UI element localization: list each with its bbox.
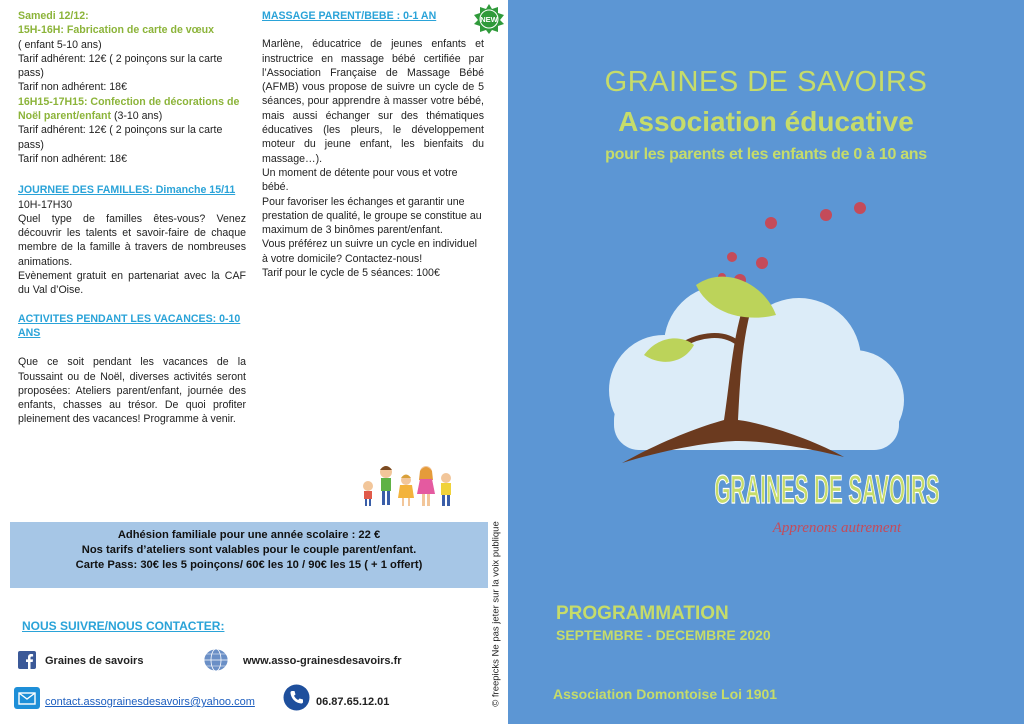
cover-tagline: pour les parents et les enfants de 0 à 10 ans <box>605 146 927 163</box>
event-date: Samedi 12/12: <box>18 10 89 22</box>
programme-heading: PROGRAMMATION <box>556 603 729 624</box>
workshop-1-title: 15H-16H: Fabrication de carte de vœux <box>18 24 215 37</box>
brochure-inner-page <box>0 0 508 724</box>
association-status: Association Domontoise Loi 1901 <box>553 686 778 702</box>
cover-subtitle: Association éducative <box>618 106 914 137</box>
massage-title: MASSAGE PARENT/BEBE : 0-1 AN <box>262 10 437 22</box>
holidays-title: ACTIVITES PENDANT LES VACANCES: 0-10 ANS <box>18 312 241 339</box>
families-day-title: JOURNEE DES FAMILLES: Dimanche 15/11 <box>18 184 236 197</box>
workshop-2-title: 16H15-17H15: Confection de décorations de Noël parent/enfant <box>18 95 240 123</box>
brochure-cover <box>508 0 1024 724</box>
workshop-2-member-price: Tarif adhérent: 12€ ( 2 poinçons sur la carte pass) <box>18 124 223 151</box>
families-day-time: 10H-17H30 <box>18 198 73 211</box>
workshop-1-nonmember-price: Tarif non adhérent: 18€ <box>18 81 127 94</box>
massage-paragraph-3: Pour favoriser les échanges et garantir une prestation de qualité, le groupe se constitue au maximum de 3 binômes parent/enfant. <box>262 195 482 237</box>
massage-paragraph-2: Un moment de détente pour vous et votre bébé. <box>262 166 458 194</box>
events-column <box>18 9 246 427</box>
facebook-icon[interactable] <box>18 651 36 669</box>
workshop-2-nonmember-price: Tarif non adhérent: 18€ <box>18 152 127 165</box>
new-badge-icon <box>474 4 504 34</box>
legal-notice-text: © freepicks Ne pas jeter sur la voix publique <box>490 521 502 707</box>
cover-title: GRAINES DE SAVOIRS <box>604 66 928 98</box>
email-link[interactable]: contact.assograinesdesavoirs@yahoo.com <box>45 696 255 708</box>
legal-notice <box>489 510 503 718</box>
massage-paragraph-1: Marlène, éducatrice de jeunes enfants et instructrice en massage bébé certifiée par l’Association Française de Massage Bébé (AFMB) vous propose de suivre un cycle de 5 séances, pour apprendre à masser votre bébé, mais aussi échanger sur des thématiques éducatives (les pleurs, le développement moteur du jeune enfant, les bienfaits du massage…). <box>262 38 484 165</box>
massage-column <box>262 9 484 280</box>
children-illustration <box>356 462 464 508</box>
contact-title: NOUS SUIVRE/NOUS CONTACTER: <box>22 619 225 633</box>
massage-price: Tarif pour le cycle de 5 séances: 100€ <box>262 267 440 280</box>
membership-fee: Adhésion familiale pour une année scolaire : 22 € <box>117 529 381 541</box>
pass-card-prices: Carte Pass: 30€ les 5 poinçons/ 60€ les 10 / 90€ les 15 ( + 1 offert) <box>75 559 423 571</box>
programme-period: SEPTEMBRE - DECEMBRE 2020 <box>556 627 771 643</box>
website-link[interactable]: www.asso-grainesdesavoirs.fr <box>243 655 402 667</box>
mail-icon <box>14 687 40 709</box>
phone-number[interactable]: 06.87.65.12.01 <box>316 696 390 708</box>
tariff-note: Nos tarifs d’ateliers sont valables pour le couple parent/enfant. <box>81 544 417 556</box>
families-day-text: Quel type de familles êtes-vous? Venez découvrir les talents et savoir-faire de chaque membre de la famille à travers de nombreuses animations. <box>18 212 246 268</box>
workshop-1-member-price: Tarif adhérent: 12€ ( 2 poinçons sur la carte pass) <box>18 52 223 80</box>
families-day-partner: Evènement gratuit en partenariat avec la CAF du Val d’Oise. <box>18 270 246 297</box>
globe-icon <box>202 647 230 673</box>
holidays-text: Que ce soit pendant les vacances de la Toussaint ou de Noël, diverses activités seront proposées: Ateliers parent/enfant, journée des enfants, chasses au trésor. De quoi profiter pleinement des vacances! Programme à venir. <box>18 356 246 426</box>
facebook-link[interactable]: Graines de savoirs <box>45 655 144 667</box>
workshop-2-age: (3-10 ans) <box>111 110 163 123</box>
massage-paragraph-4: Vous préférez un suivre un cycle en individuel à votre domicile? Contactez-nous! <box>262 238 477 265</box>
workshop-2-heading <box>18 95 246 124</box>
logo-tagline: Apprenons autrement <box>772 520 902 536</box>
workshop-1-age: ( enfant 5-10 ans) <box>18 38 102 51</box>
new-badge-label: NEW <box>480 15 498 24</box>
membership-info-band <box>10 522 488 588</box>
phone-icon <box>283 684 310 711</box>
logo-wordmark: GRAINES DE SAVOIRS <box>714 468 940 512</box>
graines-de-savoirs-logo <box>604 195 944 545</box>
